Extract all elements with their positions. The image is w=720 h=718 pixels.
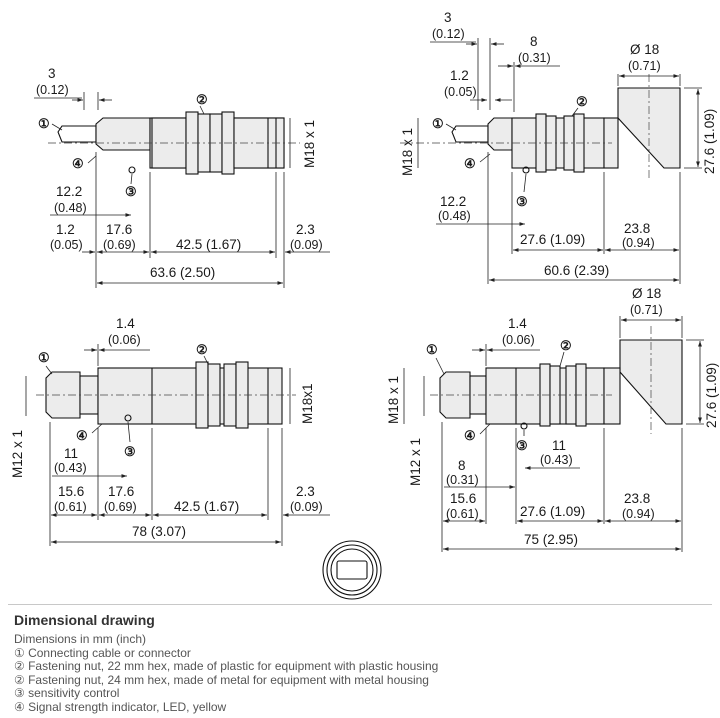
dim-3: 3 <box>444 10 452 25</box>
caption-title: Dimensional drawing <box>14 612 155 628</box>
caption-divider <box>8 604 712 605</box>
drawing-angled-cable <box>400 10 717 284</box>
dim-3-inch: (0.12) <box>36 83 69 97</box>
callout-1: ① <box>426 342 438 357</box>
thread-m12: M12 x 1 <box>408 437 423 486</box>
callout-1: ① <box>432 116 444 131</box>
callout-2: ② <box>196 342 208 357</box>
dim-2-3-inch: (0.09) <box>290 238 323 252</box>
dim-63-6: 63.6 (2.50) <box>150 265 216 280</box>
drawing-straight-cable <box>34 66 330 288</box>
callout-2: ② <box>560 338 572 353</box>
drawing-straight-connector <box>10 316 330 546</box>
callout-4: ④ <box>76 428 88 443</box>
cable-gland <box>488 118 512 150</box>
thread-m18: M18x1 <box>300 383 315 424</box>
dim-27-6: 27.6 (1.09) <box>520 504 586 519</box>
cable <box>452 126 488 142</box>
dim-17-6-inch: (0.69) <box>104 500 137 514</box>
sensitivity-control <box>129 167 135 173</box>
dim-dia-18: Ø 18 <box>630 42 660 57</box>
callout-4: ④ <box>464 428 476 443</box>
dim-1-4-inch: (0.06) <box>502 333 535 347</box>
dim-dia-18: Ø 18 <box>632 286 662 301</box>
callout-1: ① <box>38 116 50 131</box>
dim-1-2: 1.2 <box>56 222 75 237</box>
thread-m12: M12 x 1 <box>10 429 25 478</box>
dim-12-2: 12.2 <box>56 184 83 199</box>
callout-3: ③ <box>125 184 137 199</box>
dim-2-3: 2.3 <box>296 222 315 237</box>
dim-23-8: 23.8 <box>624 221 651 236</box>
dim-23-8-inch: (0.94) <box>622 236 655 250</box>
caption-item-1: ① Connecting cable or connector <box>14 645 191 660</box>
lens-window <box>337 561 367 579</box>
dim-42-5: 42.5 (1.67) <box>174 499 240 514</box>
dim-60-6: 60.6 (2.39) <box>544 263 610 278</box>
dim-23-8: 23.8 <box>624 491 651 506</box>
caption-item-2-metal: ② Fastening nut, 24 mm hex, made of metal for equipment with metal housing <box>14 672 429 687</box>
dim-27-6: 27.6 (1.09) <box>520 232 586 247</box>
dim-12-2-inch: (0.48) <box>54 201 87 215</box>
cable-gland <box>96 118 150 150</box>
thread-m18: M18 x 1 <box>302 119 317 168</box>
dim-12-2-inch: (0.48) <box>438 209 471 223</box>
dim-27-6-height: 27.6 (1.09) <box>704 362 719 428</box>
dim-11: 11 <box>552 438 567 453</box>
dim-1-2-inch: (0.05) <box>444 85 477 99</box>
dim-27-6-height: 27.6 (1.09) <box>702 108 717 174</box>
callout-4: ④ <box>464 156 476 171</box>
callout-2: ② <box>196 92 208 107</box>
dim-15-6-inch: (0.61) <box>54 500 87 514</box>
drawing-caption <box>14 612 714 715</box>
dim-17-6: 17.6 <box>108 484 135 499</box>
dim-3-inch: (0.12) <box>432 27 465 41</box>
dim-8-inch: (0.31) <box>446 473 479 487</box>
dim-1-4-inch: (0.06) <box>108 333 141 347</box>
dim-2-3-inch: (0.09) <box>290 500 323 514</box>
callout-3: ③ <box>516 438 528 453</box>
dim-15-6: 15.6 <box>450 491 477 506</box>
callout-1: ① <box>38 350 50 365</box>
dim-78: 78 (3.07) <box>132 524 187 539</box>
cable <box>58 126 96 142</box>
callout-2: ② <box>576 94 588 109</box>
dim-8: 8 <box>530 34 538 49</box>
dim-15-6-inch: (0.61) <box>446 507 479 521</box>
dim-42-5: 42.5 (1.67) <box>176 237 242 252</box>
caption-item-3: ③ sensitivity control <box>14 686 120 701</box>
sensor-body <box>512 118 604 168</box>
dim-3: 3 <box>48 66 56 81</box>
dim-11: 11 <box>64 446 79 461</box>
dim-12-2: 12.2 <box>440 194 467 209</box>
thread-m18: M18 x 1 <box>386 375 401 424</box>
dim-15-6: 15.6 <box>58 484 85 499</box>
dim-1-2-inch: (0.05) <box>50 238 83 252</box>
dim-23-8-inch: (0.94) <box>622 507 655 521</box>
callout-3: ③ <box>516 194 528 209</box>
dim-11-inch: (0.43) <box>540 453 573 467</box>
dim-11-inch: (0.43) <box>54 461 87 475</box>
dim-8-inch: (0.31) <box>518 51 551 65</box>
drawing-angled-connector <box>386 286 719 552</box>
dim-2-3: 2.3 <box>296 484 315 499</box>
dim-dia-18-inch: (0.71) <box>628 59 661 73</box>
caption-units: Dimensions in mm (inch) <box>14 632 147 646</box>
dim-17-6: 17.6 <box>106 222 133 237</box>
dim-8: 8 <box>458 458 466 473</box>
callout-3: ③ <box>124 444 136 459</box>
sensor-front-view <box>323 541 381 599</box>
dim-75: 75 (2.95) <box>524 532 579 547</box>
callout-4: ④ <box>72 156 84 171</box>
caption-item-2-plastic: ② Fastening nut, 22 mm hex, made of plastic for equipment with plastic housing <box>14 659 439 674</box>
dim-1-4: 1.4 <box>116 316 135 331</box>
thread-m18: M18 x 1 <box>400 127 415 176</box>
caption-item-4: ④ Signal strength indicator, LED, yellow <box>14 699 227 714</box>
dim-dia-18-inch: (0.71) <box>630 303 663 317</box>
dim-1-2: 1.2 <box>450 68 469 83</box>
dim-17-6-inch: (0.69) <box>103 238 136 252</box>
dim-1-4: 1.4 <box>508 316 527 331</box>
